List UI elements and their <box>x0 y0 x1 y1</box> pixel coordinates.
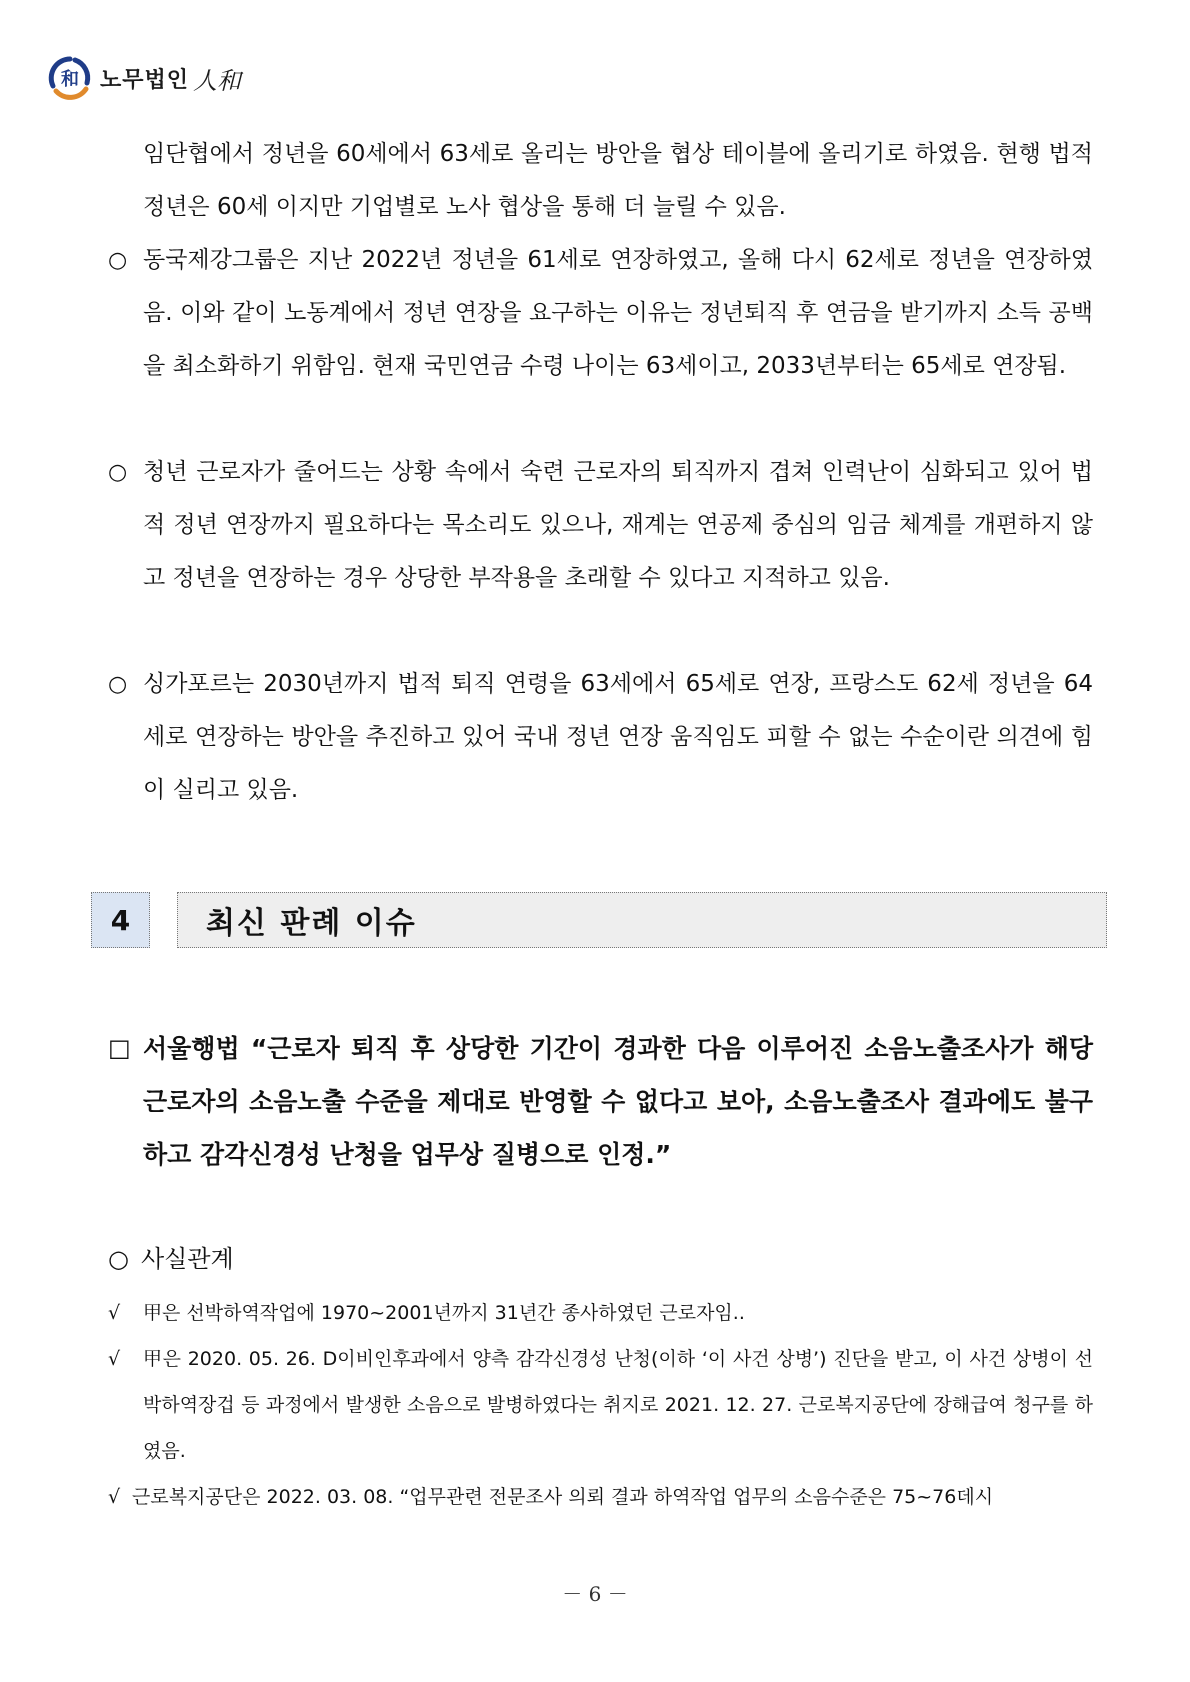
paragraph-text: 청년 근로자가 줄어드는 상황 속에서 숙련 근로자의 퇴직까지 겹쳐 인력난이 심화되고 있어 법적 정년 연장까지 필요하다는 목소리도 있으나, 재계는 연공제 중심의 임금 체계를 개편하지 않고 정년을 연장하는 경우 상당한 부작용을 초래할 수 있다고 지적하고 있음. <box>143 459 1093 591</box>
paragraph-text: 싱가포르는 2030년까지 법적 퇴직 연령을 63세에서 65세로 연장, 프랑스도 62세 정년을 64세로 연장하는 방안을 추진하고 있어 국내 정년 연장 움직임도 피할 수 없는 수순이란 의견에 힘이 실리고 있음. <box>143 671 1093 803</box>
firm-hanja: 人和 <box>193 66 242 95</box>
page-header <box>48 50 241 106</box>
bullet-paragraph-dongkuk <box>108 234 1093 393</box>
bullet-paragraph-workforce <box>108 446 1093 605</box>
section-number: 4 <box>91 892 150 948</box>
circle-bullet-icon: ○ <box>108 460 128 485</box>
logo-glyph: 和 <box>61 69 79 90</box>
fact-item-text: 근로복지공단은 2022. 03. 08. “업무관련 전문조사 의뢰 결과 하역작업 업무의 소음수준은 75~76데시 <box>132 1486 994 1508</box>
fact-item <box>108 1474 1093 1520</box>
facts-heading-text: 사실관계 <box>140 1245 234 1273</box>
fact-item-text: 甲은 선박하역작업에 1970~2001년까지 31년간 종사하였던 근로자임.. <box>143 1302 745 1324</box>
section-title-box <box>177 892 1107 948</box>
fact-item <box>108 1290 1093 1336</box>
fact-item <box>108 1336 1093 1474</box>
firm-name: 노무법인 <box>100 67 190 93</box>
section-title: 최신 판례 이슈 <box>206 906 417 941</box>
paragraph-text: 임단협에서 정년을 60세에서 63세로 올리는 방안을 협상 테이블에 올리기로 하였음. 현행 법적 정년은 60세 이지만 기업별로 노사 협상을 통해 더 늘릴 수 있음. <box>143 141 1093 220</box>
bullet-paragraph-overseas <box>108 658 1093 817</box>
case-summary <box>108 1022 1093 1181</box>
fact-item-text: 甲은 2020. 05. 26. D이비인후과에서 양측 감각신경성 난청(이하 ‘이 사건 상병’) 진단을 받고, 이 사건 상병이 선박하역장겁 등 과정에서 발생한 소음으로 발병하였다는 취지로 2021. 12. 27. 근로복지공단에 장해급여 청구를 하였음. <box>143 1348 1093 1462</box>
check-mark-icon: √ <box>108 1302 121 1324</box>
circle-bullet-icon: ○ <box>108 248 128 273</box>
case-summary-text: 서울행법 “근로자 퇴직 후 상당한 기간이 경과한 다음 이루어진 소음노출조사가 해당 근로자의 소음노출 수준을 제대로 반영할 수 없다고 보아, 소음노출조사 결과에도 불구하고 감각신경성 난청을 업무상 질병으로 인정.” <box>143 1034 1093 1169</box>
square-bullet-icon: □ <box>108 1034 131 1062</box>
circle-bullet-icon: ○ <box>108 672 128 697</box>
firm-logo-icon <box>48 56 92 100</box>
facts-heading <box>108 1233 234 1286</box>
check-mark-icon: √ <box>108 1348 121 1370</box>
paragraph-text: 동국제강그룹은 지난 2022년 정년을 61세로 연장하였고, 올해 다시 62세로 정년을 연장하였음. 이와 같이 노동계에서 정년 연장을 요구하는 이유는 정년퇴직 후 연금을 받기까지 소득 공백을 최소화하기 위함임. 현재 국민연금 수령 나이는 63세이고, 2033년부터는 65세로 연장됨. <box>143 247 1093 379</box>
circle-bullet-icon: ○ <box>108 1245 129 1273</box>
check-mark-icon: √ <box>108 1486 121 1508</box>
paragraph-continued <box>108 128 1093 234</box>
page-number: － 6 － <box>562 1582 628 1606</box>
